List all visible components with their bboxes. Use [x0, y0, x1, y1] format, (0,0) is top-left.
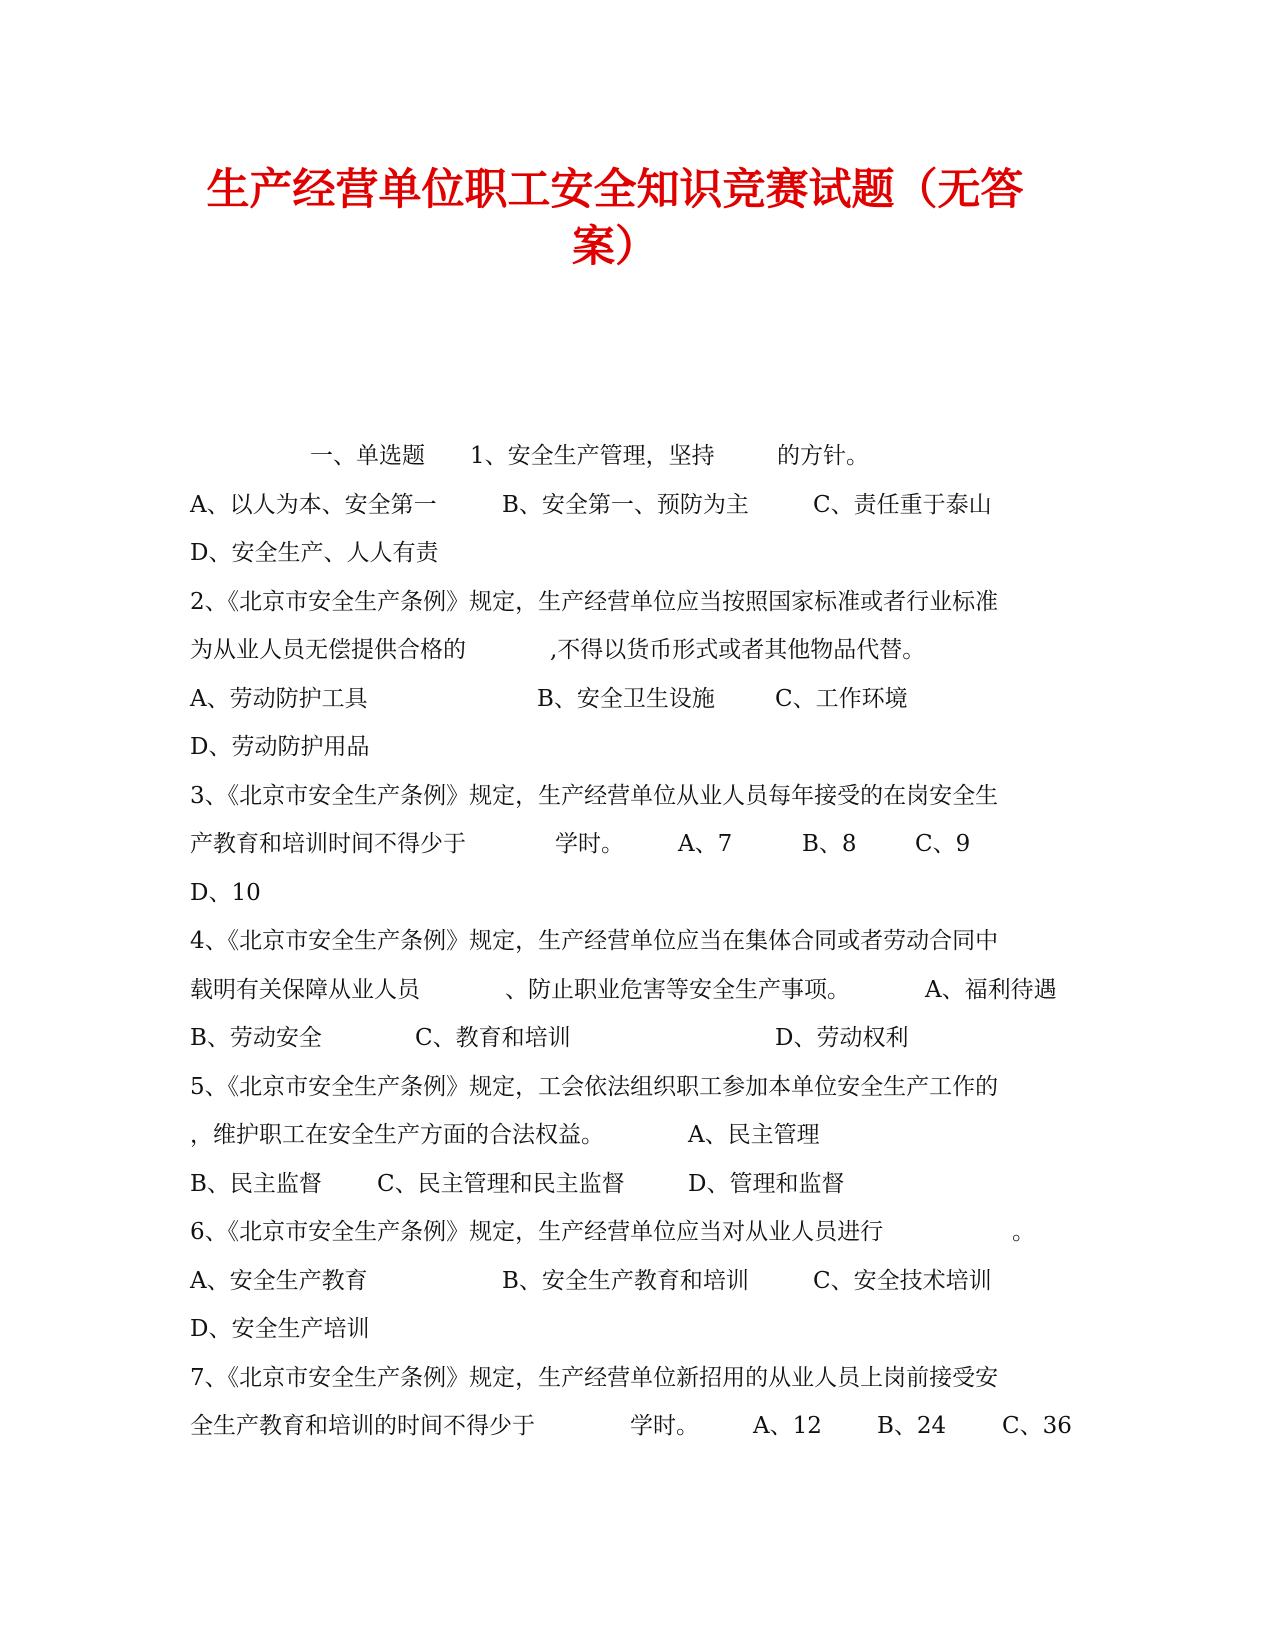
question-text: 为从业人员无偿提供合格的 — [190, 637, 466, 663]
option: B、民主监督 — [190, 1170, 322, 1197]
question-body — [190, 432, 1080, 1451]
options-line — [190, 1160, 1080, 1209]
options-line — [190, 1305, 1080, 1354]
options-line — [190, 1257, 1080, 1306]
option: A、7 — [678, 831, 733, 857]
question-line — [190, 1208, 1080, 1257]
option: A、以人为本、安全第一 — [190, 491, 437, 518]
option: C、教育和培训 — [415, 1025, 571, 1051]
question-text: 7、《北京市安全生产条例》规定，生产经营单位新招用的从业人员上岗前接受安 — [190, 1364, 999, 1391]
question-text: ，维护职工在安全生产方面的合法权益。 — [190, 1122, 604, 1148]
question-line — [190, 1063, 1080, 1112]
question-line — [190, 966, 1080, 1015]
question-text: 6、《北京市安全生产条例》规定，生产经营单位应当对从业人员进行 — [190, 1219, 884, 1245]
question-text: 学时。 — [630, 1413, 699, 1439]
option: C、责任重于泰山 — [813, 491, 992, 518]
page-title — [150, 162, 1080, 276]
options-line — [190, 529, 1080, 578]
option: D、管理和监督 — [688, 1170, 845, 1197]
option: B、8 — [802, 831, 857, 857]
option: D、安全生产培训 — [190, 1316, 370, 1342]
question-text: 。 — [1012, 1219, 1035, 1245]
option: B、安全卫生设施 — [537, 685, 715, 712]
question-line — [190, 1402, 1080, 1451]
question-text: 产教育和培训时间不得少于 — [190, 831, 466, 857]
question-text: 、防止职业危害等安全生产事项。 — [505, 976, 850, 1003]
options-line — [190, 675, 1080, 724]
options-line — [190, 1014, 1080, 1063]
option: B、劳动安全 — [190, 1025, 322, 1051]
question-text: 1、安全生产管理，坚持 — [470, 443, 715, 469]
question-line — [190, 1111, 1080, 1160]
question-line — [190, 917, 1080, 966]
option: C、9 — [915, 831, 971, 857]
section-heading: 一、单选题 — [310, 443, 425, 469]
option: A、福利待遇 — [925, 976, 1057, 1003]
question-text: 学时。 — [555, 831, 624, 857]
option: A、劳动防护工具 — [190, 685, 368, 712]
question-text: 5、《北京市安全生产条例》规定，工会依法组织职工参加本单位安全生产工作的 — [190, 1073, 999, 1100]
question-line — [190, 772, 1080, 821]
question-text: 3、《北京市安全生产条例》规定，生产经营单位从业人员每年接受的在岗安全生 — [190, 782, 999, 809]
question-text: ,不得以货币形式或者其他物品代替。 — [550, 637, 926, 663]
option: D、安全生产、人人有责 — [190, 540, 439, 566]
question-text: 载明有关保障从业人员 — [190, 976, 420, 1003]
option: C、工作环境 — [775, 685, 908, 712]
title-line-1: 生产经营单位职工安全知识竞赛试题（无答 — [206, 165, 1024, 215]
question-text: 的方针。 — [777, 443, 869, 469]
option: B、24 — [877, 1413, 947, 1439]
option: A、民主管理 — [688, 1122, 820, 1148]
option: B、安全生产教育和培训 — [502, 1267, 749, 1294]
options-line — [190, 723, 1080, 772]
option: A、安全生产教育 — [190, 1267, 368, 1294]
option: A、12 — [753, 1413, 822, 1439]
question-line — [190, 626, 1080, 675]
option: D、劳动权利 — [775, 1025, 909, 1051]
question-line — [190, 1354, 1080, 1403]
question-line — [190, 820, 1080, 869]
question-text: 4、《北京市安全生产条例》规定，生产经营单位应当在集体合同或者劳动合同中 — [190, 928, 999, 954]
question-text: 全生产教育和培训的时间不得少于 — [190, 1413, 535, 1439]
option: D、10 — [190, 879, 261, 906]
question-text: 2、《北京市安全生产条例》规定，生产经营单位应当按照国家标准或者行业标准 — [190, 588, 999, 615]
options-line — [190, 869, 1080, 918]
option: C、民主管理和民主监督 — [377, 1170, 625, 1197]
text-line — [190, 432, 1080, 481]
options-line — [190, 481, 1080, 530]
question-line — [190, 578, 1080, 627]
option: D、劳动防护用品 — [190, 734, 370, 760]
option: B、安全第一、预防为主 — [502, 491, 749, 518]
option: C、36 — [1002, 1413, 1072, 1439]
option: C、安全技术培训 — [813, 1267, 992, 1294]
title-line-2: 案） — [572, 222, 658, 272]
